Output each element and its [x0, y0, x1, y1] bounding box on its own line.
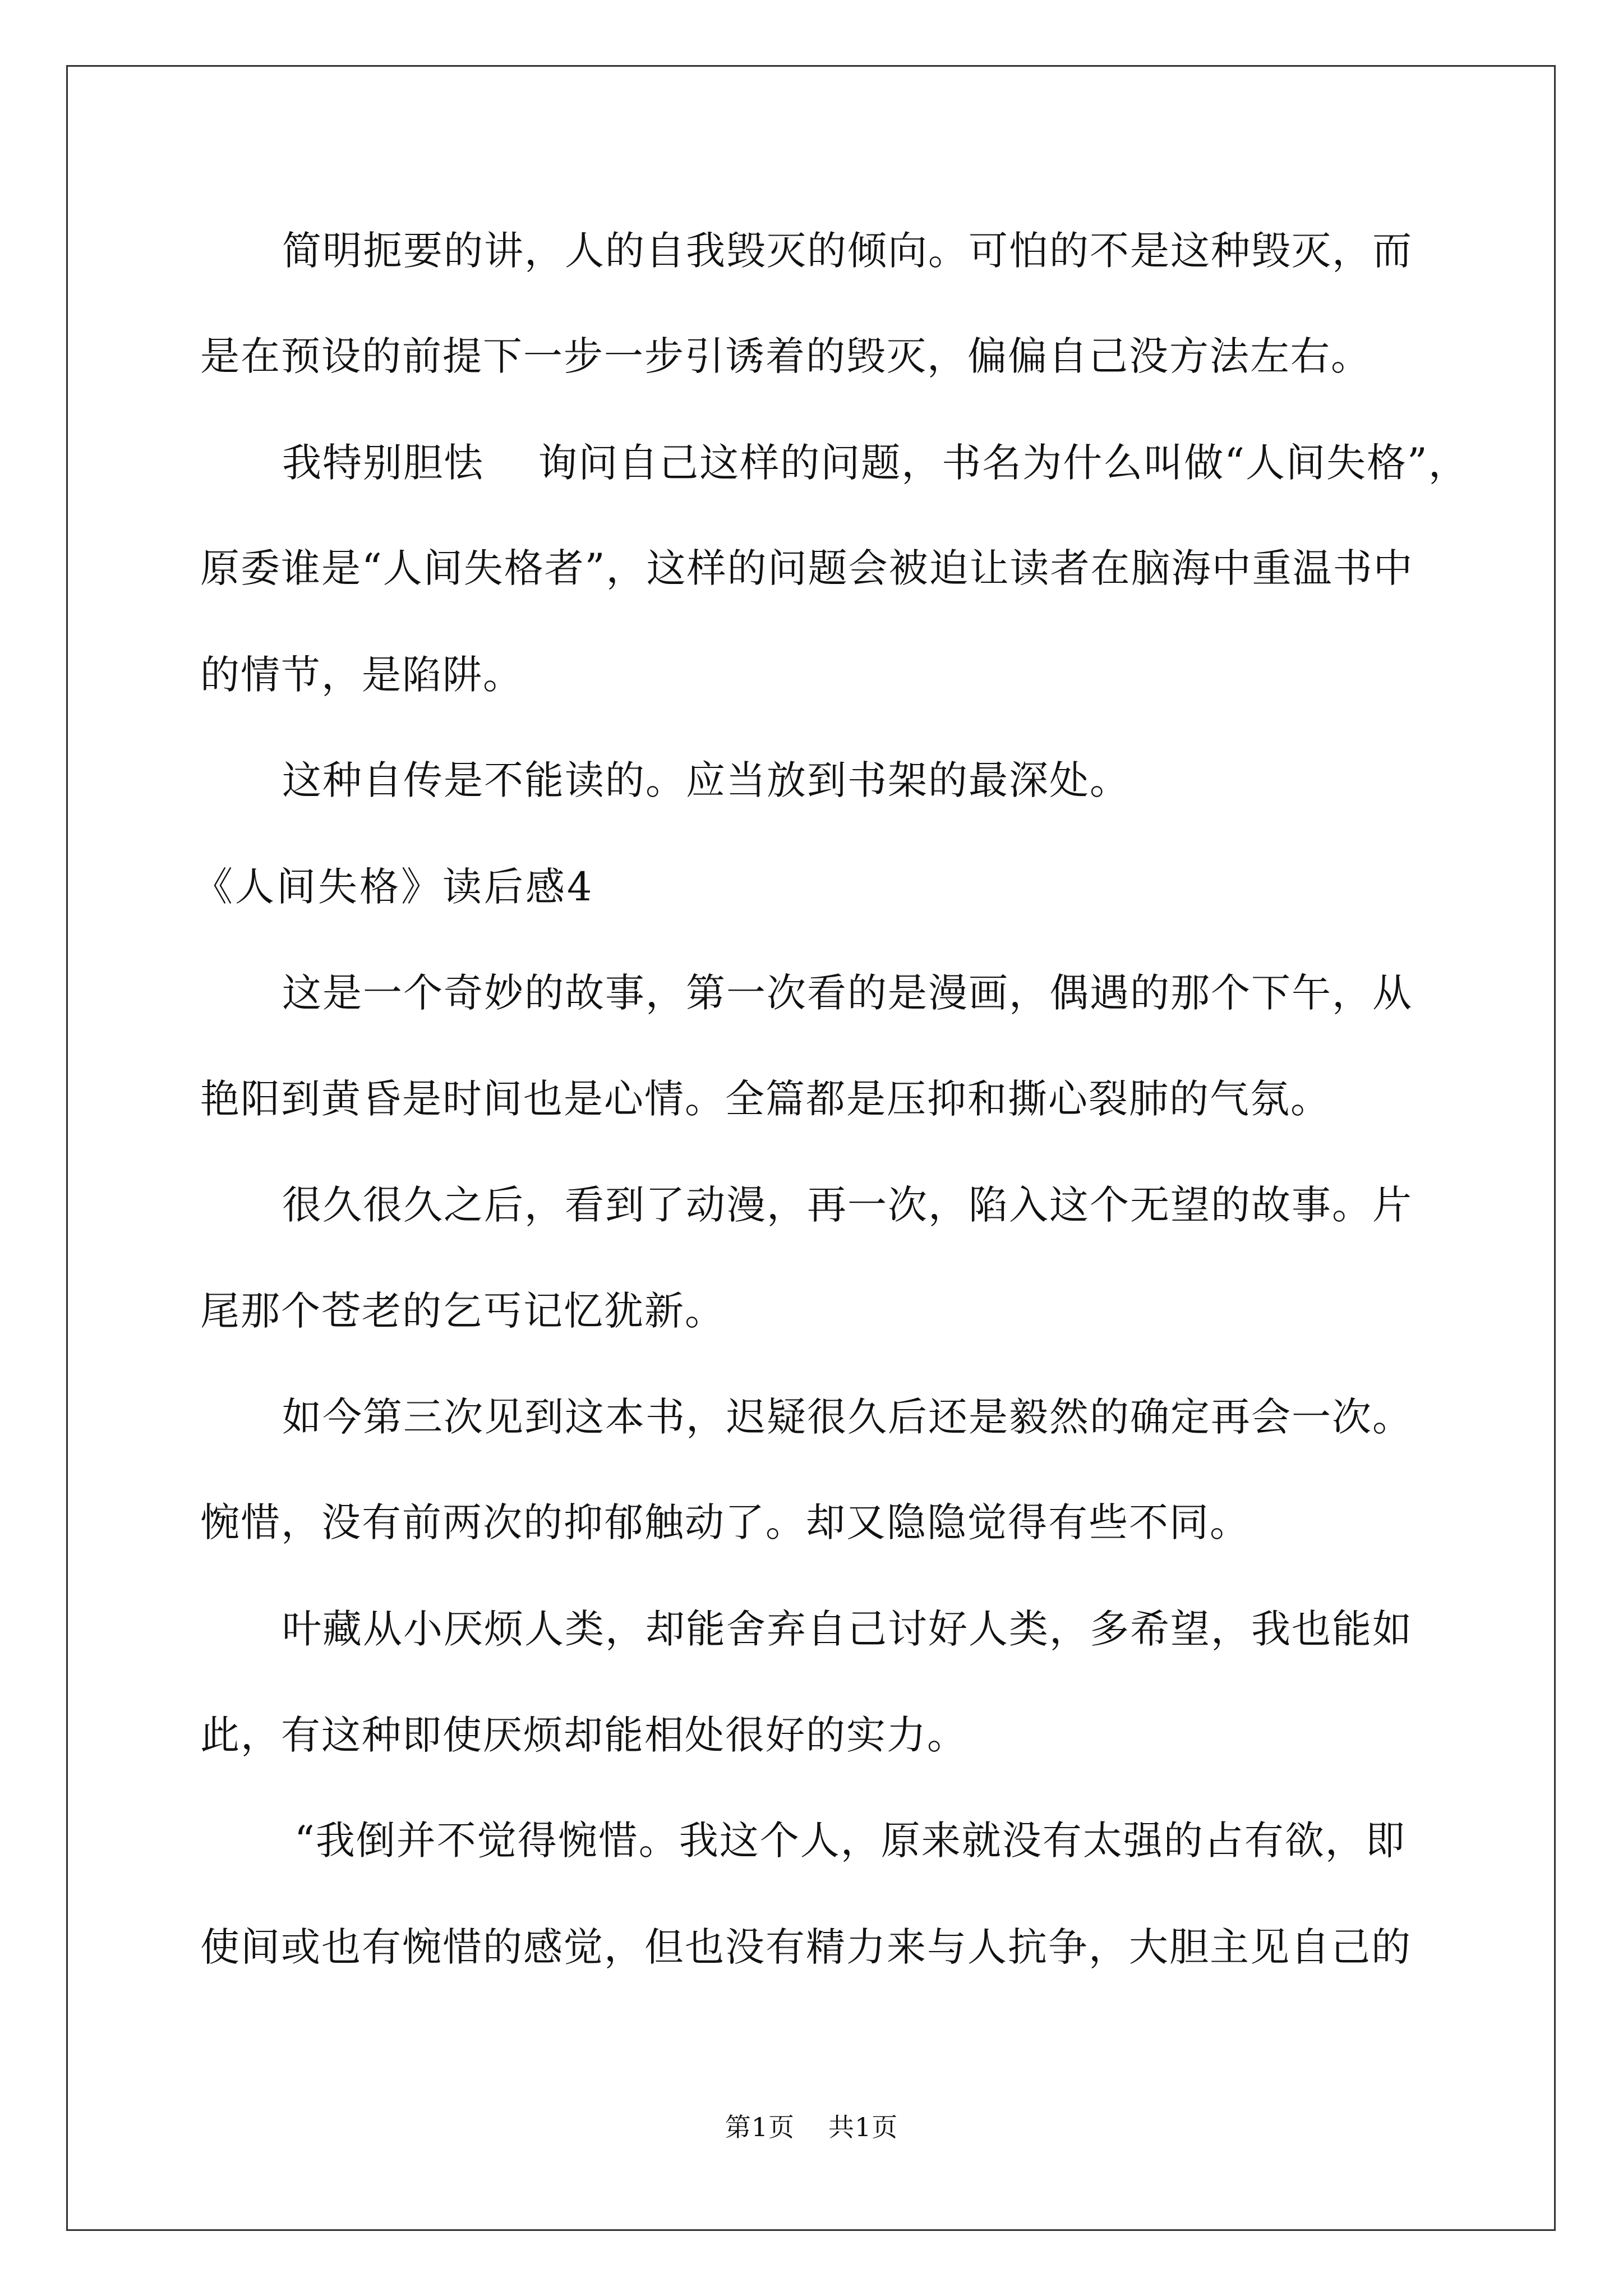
paragraph-line: 简明扼要的讲，人的自我毁灭的倾向。可怕的不是这种毁灭，而: [282, 228, 1413, 274]
paragraph-line: 很久很久之后，看到了动漫，再一次，陷入这个无望的故事。片: [282, 1182, 1413, 1228]
paragraph-line: 我特别胆怯 询问自己这样的问题，书名为什么叫做“人间失格”，: [282, 440, 1469, 486]
paragraph-line: 惋惜，没有前两次的抑郁触动了。却又隐隐觉得有些不同。: [200, 1499, 1250, 1545]
paragraph-line: 此，有这种即使厌烦却能相处很好的实力。: [200, 1712, 967, 1758]
paragraph-line: 叶藏从小厌烦人类，却能舍弃自己讨好人类，多希望，我也能如: [282, 1606, 1413, 1652]
paragraph-line: 原委谁是“人间失格者”，这样的问题会被迫让读者在脑海中重温书中: [200, 545, 1414, 591]
page-footer: [0, 2110, 1623, 2144]
paragraph-line: 这种自传是不能读的。应当放到书架的最深处。: [282, 757, 1130, 803]
paragraph-line: 艳阳到黄昏是时间也是心情。全篇都是压抑和撕心裂肺的气氛。: [200, 1076, 1331, 1122]
page-border: [66, 65, 1556, 2231]
paragraph-line: “我倒并不觉得惋惜。我这个人，原来就没有太强的占有欲，即: [294, 1818, 1406, 1864]
paragraph-line: 如今第三次见到这本书，迟疑很久后还是毅然的确定再会一次。: [282, 1394, 1413, 1440]
paragraph-line: 是在预设的前提下一步一步引诱着的毁灭，偏偏自己没方法左右。: [200, 333, 1371, 379]
page-number: 第1页: [725, 2112, 795, 2142]
section-heading: 《人间失格》读后感4: [193, 864, 594, 910]
paragraph-line: 的情节，是陷阱。: [200, 652, 523, 698]
paragraph-line: 这是一个奇妙的故事，第一次看的是漫画，偶遇的那个下午，从: [282, 970, 1413, 1016]
paragraph-line: 使间或也有惋惜的感觉，但也没有精力来与人抗争，大胆主见自己的: [200, 1924, 1412, 1970]
page-total: 共1页: [828, 2112, 898, 2142]
paragraph-line: 尾那个苍老的乞丐记忆犹新。: [200, 1288, 725, 1334]
